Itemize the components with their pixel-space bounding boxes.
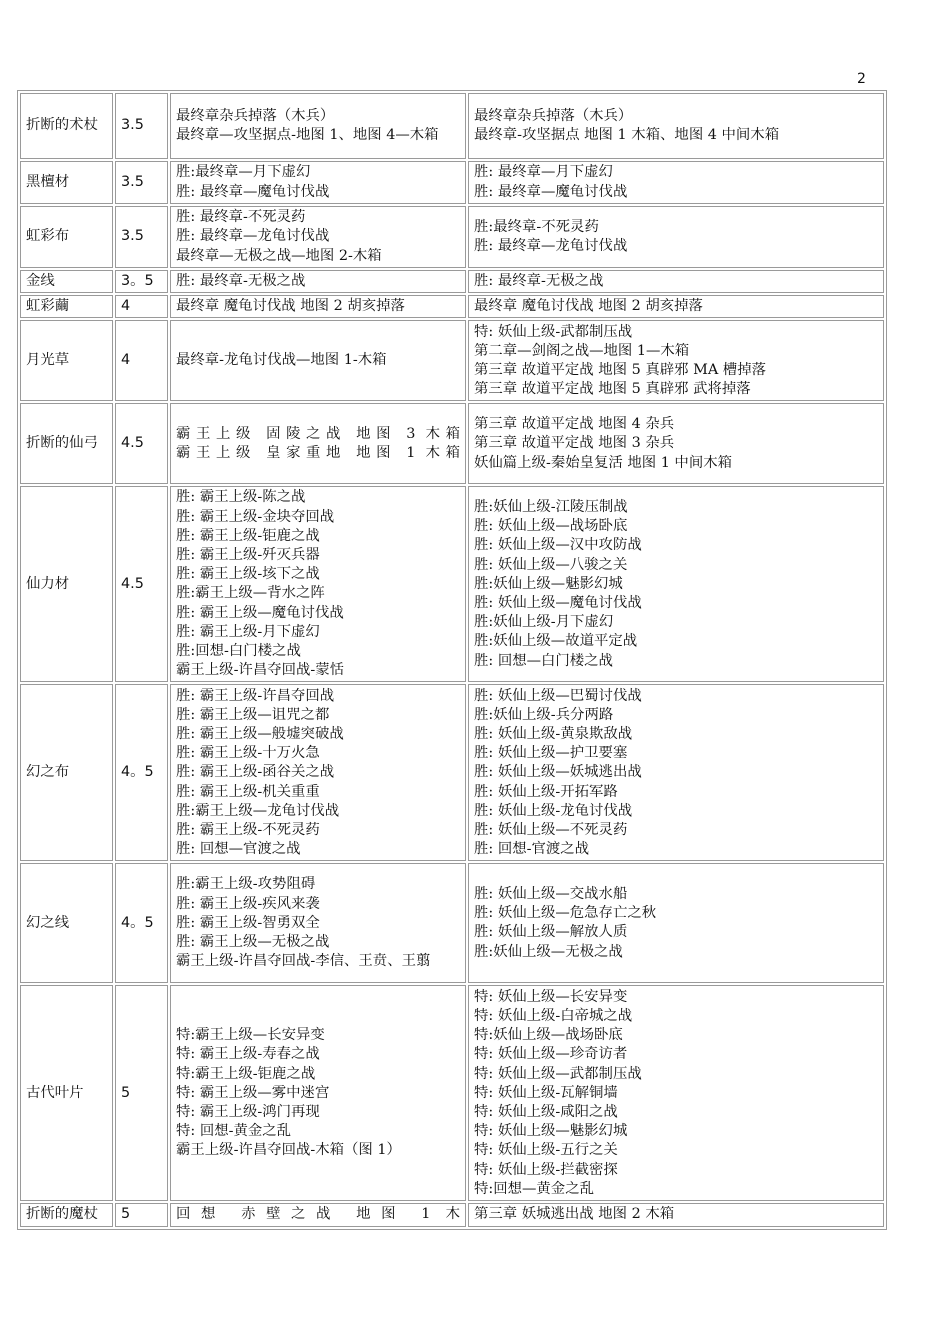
item-level-cell: 4.5 bbox=[115, 403, 168, 484]
table-row bbox=[20, 295, 884, 318]
item-source-a-cell: 胜: 霸王上级-许昌夺回战 胜: 霸王上级—诅咒之都 胜: 霸王上级—般墟突破战 胜: 霸王上级-十万火急 胜: 霸王上级-函谷关之战 胜: 霸王上级-机关重重 胜:霸王上级—龙龟讨伐战 胜: 霸王上级-不死灵药 胜: 回想—官渡之战 bbox=[170, 684, 466, 861]
item-source-b-cell: 胜: 妖仙上级—巴蜀讨伐战 胜:妖仙上级-兵分两路 胜: 妖仙上级-黄泉欺敌战 胜: 妖仙上级—护卫要塞 胜: 妖仙上级—妖城逃出战 胜: 妖仙上级-开拓军路 胜: 妖仙上级-龙龟讨伐战 胜: 妖仙上级—不死灵药 胜: 回想-官渡之战 bbox=[468, 684, 884, 861]
item-name-cell: 月光草 bbox=[20, 320, 113, 401]
item-level-cell: 4 bbox=[115, 295, 168, 318]
item-level-cell: 3.5 bbox=[115, 161, 168, 204]
item-source-b-cell: 胜: 最终章—月下虚幻 胜: 最终章—魔龟讨伐战 bbox=[468, 161, 884, 204]
item-name-cell: 虹彩繭 bbox=[20, 295, 113, 318]
item-source-a-cell: 霸王上级 固陵之战 地图 3 木箱 霸王上级 皇家重地 地图 1 木箱 bbox=[170, 403, 466, 484]
item-source-b-cell: 特: 妖仙上级-武都制压战 第二章—剑阁之战—地图 1—木箱 第三章 故道平定战 地图 5 真辟邪 MA 槽掉落 第三章 故道平定战 地图 5 真辟邪 武将掉落 bbox=[468, 320, 884, 401]
item-source-b-cell: 胜:妖仙上级-江陵压制战 胜: 妖仙上级—战场卧底 胜: 妖仙上级—汉中攻防战 胜: 妖仙上级—八骏之关 胜:妖仙上级—魅影幻城 胜: 妖仙上级—魔龟讨伐战 胜:妖仙上级-月下虚幻 胜:妖仙上级—故道平定战 胜: 回想—白门楼之战 bbox=[468, 486, 884, 682]
item-name-cell: 金线 bbox=[20, 270, 113, 293]
item-source-a-cell: 特:霸王上级—长安异变 特: 霸王上级-寿春之战 特:霸王上级-钜鹿之战 特: 霸王上级—雾中迷宫 特: 霸王上级-鸿门再现 特: 回想-黄金之乱 霸王上级-许昌夺回战-木箱（图 1） bbox=[170, 985, 466, 1201]
item-name-cell: 折断的仙弓 bbox=[20, 403, 113, 484]
item-level-cell: 3.5 bbox=[115, 93, 168, 159]
item-level-cell: 4.5 bbox=[115, 486, 168, 682]
table-row bbox=[20, 161, 884, 204]
item-source-a-cell: 最终章 魔龟讨伐战 地图 2 胡亥掉落 bbox=[170, 295, 466, 318]
item-name-cell: 仙力材 bbox=[20, 486, 113, 682]
item-source-a-cell: 胜:最终章—月下虚幻 胜: 最终章—魔龟讨伐战 bbox=[170, 161, 466, 204]
item-name-cell: 虹彩布 bbox=[20, 206, 113, 268]
item-source-a-cell: 胜: 最终章-无极之战 bbox=[170, 270, 466, 293]
table-row bbox=[20, 93, 884, 159]
item-name-cell: 折断的魔杖 bbox=[20, 1203, 113, 1226]
item-source-a-cell: 最终章杂兵掉落（木兵） 最终章—攻坚据点-地图 1、地图 4—木箱 bbox=[170, 93, 466, 159]
item-level-cell: 4 bbox=[115, 320, 168, 401]
item-source-a-cell: 胜: 霸王上级-陈之战 胜: 霸王上级-金块夺回战 胜: 霸王上级-钜鹿之战 胜: 霸王上级-歼灭兵器 胜: 霸王上级-垓下之战 胜:霸王上级—背水之阵 胜: 霸王上级—魔龟讨伐战 胜: 霸王上级-月下虚幻 胜:回想-白门楼之战 霸王上级-许昌夺回战-蒙恬 bbox=[170, 486, 466, 682]
item-level-cell: 4。5 bbox=[115, 684, 168, 861]
item-source-a-cell: 最终章-龙龟讨伐战—地图 1-木箱 bbox=[170, 320, 466, 401]
table-row bbox=[20, 684, 884, 861]
item-name-cell: 幻之布 bbox=[20, 684, 113, 861]
table-row bbox=[20, 403, 884, 484]
table-row bbox=[20, 985, 884, 1201]
item-source-b-cell: 最终章杂兵掉落（木兵） 最终章-攻坚据点 地图 1 木箱、地图 4 中间木箱 bbox=[468, 93, 884, 159]
item-level-cell: 3.5 bbox=[115, 206, 168, 268]
table-row bbox=[20, 486, 884, 682]
table-row bbox=[20, 270, 884, 293]
page-number: 2 bbox=[857, 71, 866, 87]
item-source-b-cell: 最终章 魔龟讨伐战 地图 2 胡亥掉落 bbox=[468, 295, 884, 318]
item-level-cell: 3。5 bbox=[115, 270, 168, 293]
item-source-b-cell: 胜: 最终章-无极之战 bbox=[468, 270, 884, 293]
item-source-a-cell: 胜:霸王上级-攻势阻碍 胜: 霸王上级-疾风来袭 胜: 霸王上级-智勇双全 胜: 霸王上级—无极之战 霸王上级-许昌夺回战-李信、王贲、王翦 bbox=[170, 863, 466, 983]
table-row bbox=[20, 206, 884, 268]
item-source-b-cell: 第三章 妖城逃出战 地图 2 木箱 bbox=[468, 1203, 884, 1226]
item-drop-table bbox=[17, 90, 887, 1230]
item-name-cell: 古代叶片 bbox=[20, 985, 113, 1201]
item-source-b-cell: 胜:最终章-不死灵药 胜: 最终章—龙龟讨伐战 bbox=[468, 206, 884, 268]
item-source-b-cell: 胜: 妖仙上级—交战水船 胜: 妖仙上级—危急存亡之秋 胜: 妖仙上级—解放人质 胜:妖仙上级—无极之战 bbox=[468, 863, 884, 983]
item-level-cell: 5 bbox=[115, 1203, 168, 1226]
item-source-b-cell: 第三章 故道平定战 地图 4 杂兵 第三章 故道平定战 地图 3 杂兵 妖仙篇上级-秦始皇复活 地图 1 中间木箱 bbox=[468, 403, 884, 484]
item-level-cell: 5 bbox=[115, 985, 168, 1201]
table-row bbox=[20, 320, 884, 401]
item-name-cell: 幻之线 bbox=[20, 863, 113, 983]
item-source-b-cell: 特: 妖仙上级—长安异变 特: 妖仙上级-白帝城之战 特:妖仙上级—战场卧底 特: 妖仙上级—珍奇访者 特: 妖仙上级—武都制压战 特: 妖仙上级-瓦解铜墙 特: 妖仙上级-咸阳之战 特: 妖仙上级—魅影幻城 特: 妖仙上级-五行之关 特: 妖仙上级-拦截密探 特:回想—黄金之乱 bbox=[468, 985, 884, 1201]
table-row bbox=[20, 863, 884, 983]
table-row bbox=[20, 1203, 884, 1226]
item-source-a-cell: 胜: 最终章-不死灵药 胜: 最终章—龙龟讨伐战 最终章—无极之战—地图 2-木箱 bbox=[170, 206, 466, 268]
item-level-cell: 4。5 bbox=[115, 863, 168, 983]
item-source-a-cell: 回想 赤壁之战 地图 1 木 bbox=[170, 1203, 466, 1226]
item-name-cell: 折断的术杖 bbox=[20, 93, 113, 159]
item-name-cell: 黑檀材 bbox=[20, 161, 113, 204]
